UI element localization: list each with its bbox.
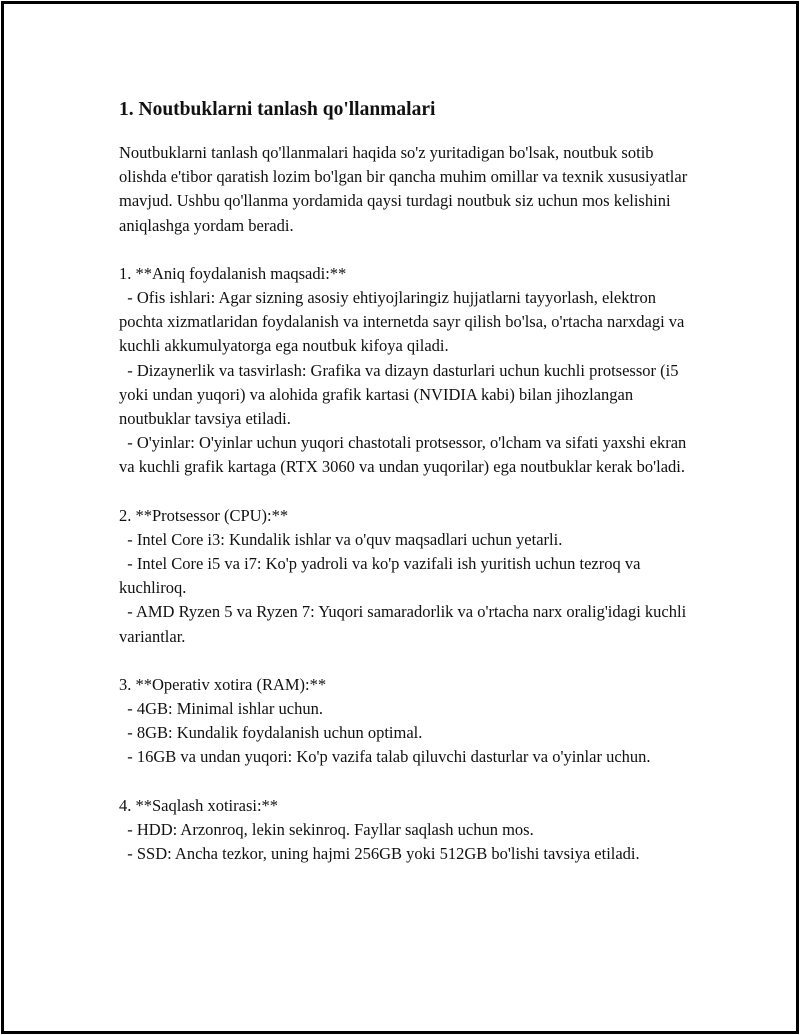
list-item: - Ofis ishlari: Agar sizning asosiy ehtiyojlaringiz hujjatlarni tayyorlash, elektron pochta xizmatlaridan foydalanish va internetda sayr qilish bo'lsa, o'rtacha narxdagi va kuchli akkumulyatorga ega noutbuk kifoya qiladi. — [119, 288, 685, 356]
section-heading: 3. **Operativ xotira (RAM):** — [119, 674, 327, 694]
section-usage-purpose — [119, 262, 699, 480]
intro-paragraph: Noutbuklarni tanlash qo'llanmalari haqida so'z yuritadigan bo'lsak, noutbuk sotib olishda e'tibor qaratish lozim bo'lgan bir qancha muhim omillar va texnik xususiyatlar mavjud. Ushbu qo'llanma yordamida qaysi turdagi noutbuk siz uchun mos kelishini aniqlashga yordam beradi. — [119, 143, 688, 235]
list-item: - Intel Core i5 va i7: Ko'p yadroli va ko'p vazifali ish yuritish uchun tezroq va kuchliroq. — [119, 554, 641, 598]
list-item: - AMD Ryzen 5 va Ryzen 7: Yuqori samaradorlik va o'rtacha narx oralig'idagi kuchli variantlar. — [119, 602, 687, 646]
section-heading: 1. **Aniq foydalanish maqsadi:** — [119, 263, 347, 283]
list-item: - HDD: Arzonroq, lekin sekinroq. Fayllar saqlash uchun mos. — [127, 819, 534, 839]
list-item: - 16GB va undan yuqori: Ko'p vazifa talab qiluvchi dasturlar va o'yinlar uchun. — [127, 747, 651, 767]
document-title: 1. Noutbuklarni tanlash qo'llanmalari — [119, 99, 436, 120]
section-ram — [119, 673, 699, 770]
section-processor — [119, 504, 699, 649]
page-frame — [1, 1, 799, 1034]
list-item: - O'yinlar: O'yinlar uchun yuqori chastotali protsessor, o'lcham va sifati yaxshi ekran va kuchli grafik kartaga (RTX 3060 va undan yuqorilar) ega noutbuklar kerak bo'ladi. — [119, 433, 687, 477]
list-item: - Dizaynerlik va tasvirlash: Grafika va dizayn dasturlari uchun kuchli protsessor (i5 yoki undan yuqori) va alohida grafik kartasi (NVIDIA kabi) bilan jihozlangan noutbuklar tavsiya etiladi. — [119, 360, 679, 429]
list-item: - 4GB: Minimal ishlar uchun. — [127, 699, 323, 719]
list-item: - SSD: Ancha tezkor, uning hajmi 256GB yoki 512GB bo'lishi tavsiya etiladi. — [127, 844, 640, 864]
list-item: - 8GB: Kundalik foydalanish uchun optimal. — [127, 723, 423, 743]
list-item: - Intel Core i3: Kundalik ishlar va o'quv maqsadlari uchun yetarli. — [127, 529, 563, 549]
section-heading: 4. **Saqlash xotirasi:** — [119, 795, 279, 815]
section-heading: 2. **Protsessor (CPU):** — [119, 505, 289, 525]
section-storage — [119, 794, 699, 867]
document-body — [119, 96, 699, 890]
